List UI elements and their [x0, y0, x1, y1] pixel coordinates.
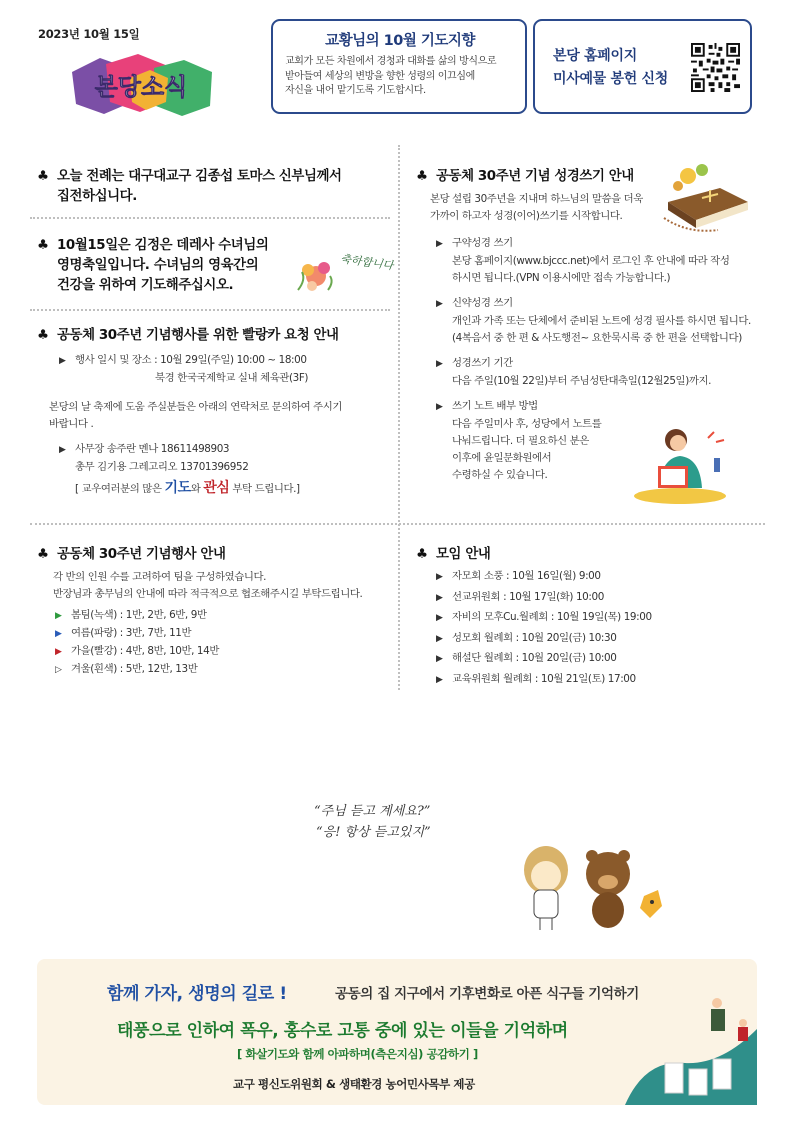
- bible-title: 공동체 30주년 기념 성경쓰기 안내: [436, 169, 634, 184]
- team-list: [37, 607, 362, 679]
- team-label: 겨울(흰색) : 5반, 12반, 13반: [71, 663, 198, 675]
- climate-campaign-banner: [37, 959, 757, 1105]
- new-testament-text: (4복음서 중 한 편 & 사도행전~ 요한묵시록 중 한 편을 선택합니다): [452, 332, 742, 344]
- feast-text: 건강을 위하여 기도해주십시오.: [57, 278, 234, 293]
- contact-treasurer: 총무 김기용 그레고리오 13701396952: [75, 461, 249, 473]
- meeting-text: 자모회 소풍 : 10월 16일(월) 9:00: [452, 570, 601, 582]
- triangle-right-icon: ▶: [436, 633, 443, 644]
- issue-date: 2023년 10월 15일: [38, 27, 140, 41]
- teams-title: 공동체 30주년 기념행사 안내: [57, 547, 226, 562]
- club-suit-icon: ♣: [37, 238, 49, 253]
- note-highlight-prayer: 기도: [164, 480, 191, 496]
- homepage-text: [553, 45, 668, 91]
- old-testament-title: 구약성경 쓰기: [452, 237, 513, 249]
- meeting-text: 교육위원회 월례회 : 10월 21일(토) 17:00: [452, 672, 636, 685]
- team-marker-icon: ▶: [55, 611, 62, 621]
- team-marker-icon: ▷: [55, 665, 62, 675]
- congratulations-text: 축하합니다: [339, 252, 395, 273]
- meeting-text: 해설단 월례회 : 10월 20일(금) 10:00: [452, 652, 617, 664]
- pope-prayer-box: [271, 19, 527, 114]
- bible-book-illustration: [658, 158, 758, 236]
- note-distribution-text: 나눠드립니다. 더 필요하신 분은: [452, 435, 589, 447]
- club-suit-icon: ♣: [37, 328, 49, 343]
- section-divider: [30, 309, 390, 311]
- triangle-right-icon: ▶: [436, 359, 443, 369]
- section-celebrant: [37, 167, 342, 207]
- bible-desc: 본당 설립 30주년을 지내며 하느님의 말씀을 더욱: [430, 193, 643, 205]
- club-suit-icon: ♣: [37, 169, 49, 184]
- meeting-item: [436, 588, 652, 609]
- team-label: 봄팀(녹색) : 1반, 2반, 6반, 9반: [71, 609, 207, 621]
- celebrant-text: 집전하십니다.: [57, 189, 137, 204]
- section-divider: [30, 523, 765, 525]
- triangle-right-icon: ▶: [436, 674, 443, 685]
- triangle-right-icon: ▶: [436, 592, 443, 603]
- note-distribution-text: 다음 주일미사 후, 성당에서 노트를: [452, 418, 602, 430]
- meeting-text: 자비의 모후Cu.월례회 : 10월 19일(목) 19:00: [452, 611, 652, 623]
- bible-desc: 가까이 하고자 성경(이어)쓰기를 시작합니다.: [430, 210, 623, 222]
- section-teams: [37, 545, 362, 679]
- event-venue: 북경 한국국제학교 실내 체육관(3F): [155, 372, 309, 384]
- team-item: [55, 643, 362, 661]
- banner-main-message: 태풍으로 인하여 폭우, 홍수로 고통 중에 있는 이들을 기억하며: [117, 1021, 568, 1041]
- writing-period-title: 성경쓰기 기간: [452, 357, 513, 369]
- old-testament-text: 하시면 됩니다.(VPN 이용시에만 접속 가능합니다.): [452, 272, 671, 284]
- banner-prayer-note: [ 화살기도와 함께 아파하며(측은지심) 공감하기 ]: [237, 1047, 478, 1061]
- homepage-line2: 미사예물 봉헌 신청: [553, 71, 668, 87]
- palanca-note: [37, 480, 342, 498]
- pope-line: 교회가 모든 차원에서 경청과 대화를 삶의 방식으로: [285, 56, 497, 67]
- meeting-text: 성모회 월례회 : 10월 20일(금) 10:30: [452, 631, 617, 644]
- logo-text: 본당소식: [94, 73, 188, 101]
- pope-prayer-text: [285, 55, 515, 99]
- team-item: [55, 625, 362, 643]
- meeting-item: [436, 567, 652, 588]
- feast-text: 10월15일은 김정은 데레사 수녀님의: [57, 238, 269, 253]
- meeting-item: [436, 670, 652, 691]
- contact-secretary: 사무장 송주란 멘나 18611498903: [75, 443, 230, 455]
- quote-line: “주님 듣고 계세요?”: [314, 804, 431, 819]
- woman-writing-illustration: [628, 418, 732, 508]
- banner-credits: 교구 평신도위원회 & 생태환경 농어민사목부 제공: [233, 1077, 475, 1091]
- note-distribution-text: 수령하실 수 있습니다.: [452, 469, 548, 481]
- teams-desc: 반장님과 총무님의 안내에 따라 적극적으로 협조해주시길 부탁드립니다.: [53, 588, 363, 600]
- triangle-right-icon: ▶: [436, 299, 443, 309]
- meeting-item: [436, 629, 652, 650]
- event-schedule: 행사 일시 및 장소 : 10월 29일(주일) 10:00 ~ 18:00: [75, 354, 307, 366]
- team-marker-icon: ▶: [55, 647, 62, 657]
- triangle-right-icon: ▶: [59, 356, 66, 366]
- triangle-right-icon: ▶: [436, 654, 443, 664]
- homepage-mass-box[interactable]: [533, 19, 752, 114]
- palanca-desc: 바랍니다 .: [49, 418, 94, 430]
- section-palanca: [37, 326, 342, 498]
- pope-prayer-title: 교황님의 10월 기도지향: [325, 33, 475, 49]
- club-suit-icon: ♣: [416, 169, 428, 184]
- note-text: [ 교우여러분의 많은: [75, 483, 165, 495]
- banner-subheadline: 공동의 집 지구에서 기후변화로 아픈 식구들 기억하기: [335, 986, 639, 1002]
- meetings-title: 모임 안내: [436, 547, 491, 562]
- team-marker-icon: ▶: [55, 629, 62, 639]
- new-testament-text: 개인과 가족 또는 단체에서 준비된 노트에 성경 필사를 하시면 됩니다.: [452, 315, 751, 327]
- congratulations-flower-art: [294, 232, 395, 300]
- pope-line: 받아들여 세상의 변방을 향한 성령의 이끄심에: [285, 70, 475, 82]
- cartoon-characters-illustration: [512, 826, 682, 934]
- palanca-desc: 본당의 날 축제에 도움 주실분들은 아래의 연락처로 문의하여 주시기: [49, 401, 343, 413]
- note-text: 부탁 드립니다.]: [229, 483, 300, 495]
- team-item: [55, 661, 362, 679]
- cartoon-quote: [314, 801, 431, 843]
- meeting-item: [436, 608, 652, 629]
- writing-period-text: 다음 주일(10월 22일)부터 주님성탄대축일(12월25일)까지.: [452, 375, 712, 387]
- note-text: 와: [190, 483, 204, 495]
- note-highlight-interest: 관심: [203, 480, 230, 496]
- team-label: 가을(빨강) : 4반, 8반, 10반, 14반: [71, 645, 219, 657]
- pope-line: 자신을 내어 맡기도록 기도합시다.: [285, 85, 426, 96]
- qr-code-icon[interactable]: [691, 43, 740, 92]
- meeting-text: 선교위원회 : 10월 17일(화) 10:00: [452, 590, 604, 603]
- section-divider: [30, 217, 390, 219]
- newsletter-logo: [66, 50, 216, 120]
- celebrant-text: 오늘 전례는 대구대교구 김종섭 토마스 신부님께서: [57, 169, 342, 184]
- new-testament-title: 신약성경 쓰기: [452, 297, 513, 309]
- section-meetings: [416, 545, 652, 690]
- flood-rescue-illustration: [625, 989, 757, 1105]
- team-item: [55, 607, 362, 625]
- triangle-right-icon: ▶: [436, 613, 443, 623]
- note-distribution-text: 이후에 윤일문화원에서: [452, 452, 552, 464]
- banner-headline: 함께 가자, 생명의 길로 !: [107, 984, 287, 1004]
- homepage-line1: 본당 홈페이지: [553, 48, 637, 64]
- triangle-right-icon: ▶: [436, 402, 443, 412]
- feast-text: 영명축일입니다. 수녀님의 영육간의: [57, 258, 259, 273]
- palanca-title: 공동체 30주년 기념행사를 위한 빨랑카 요청 안내: [57, 328, 339, 343]
- meeting-item: [436, 649, 652, 670]
- triangle-right-icon: ▶: [436, 239, 443, 249]
- teams-desc: 각 반의 인원 수를 고려하여 팀을 구성하였습니다.: [53, 571, 267, 583]
- old-testament-text: 본당 홈페이지(www.bjccc.net)에서 로그인 후 안내에 따라 작성: [452, 255, 730, 267]
- triangle-right-icon: ▶: [59, 445, 66, 455]
- note-distribution-title: 쓰기 노트 배부 방법: [452, 400, 538, 412]
- section-feast-day: [37, 236, 268, 296]
- column-divider: [398, 145, 400, 690]
- team-label: 여름(파랑) : 3반, 7반, 11반: [71, 627, 192, 639]
- club-suit-icon: ♣: [416, 547, 428, 562]
- club-suit-icon: ♣: [37, 547, 49, 562]
- quote-line: “응! 항상 듣고있지”: [316, 825, 431, 840]
- triangle-right-icon: ▶: [436, 572, 443, 582]
